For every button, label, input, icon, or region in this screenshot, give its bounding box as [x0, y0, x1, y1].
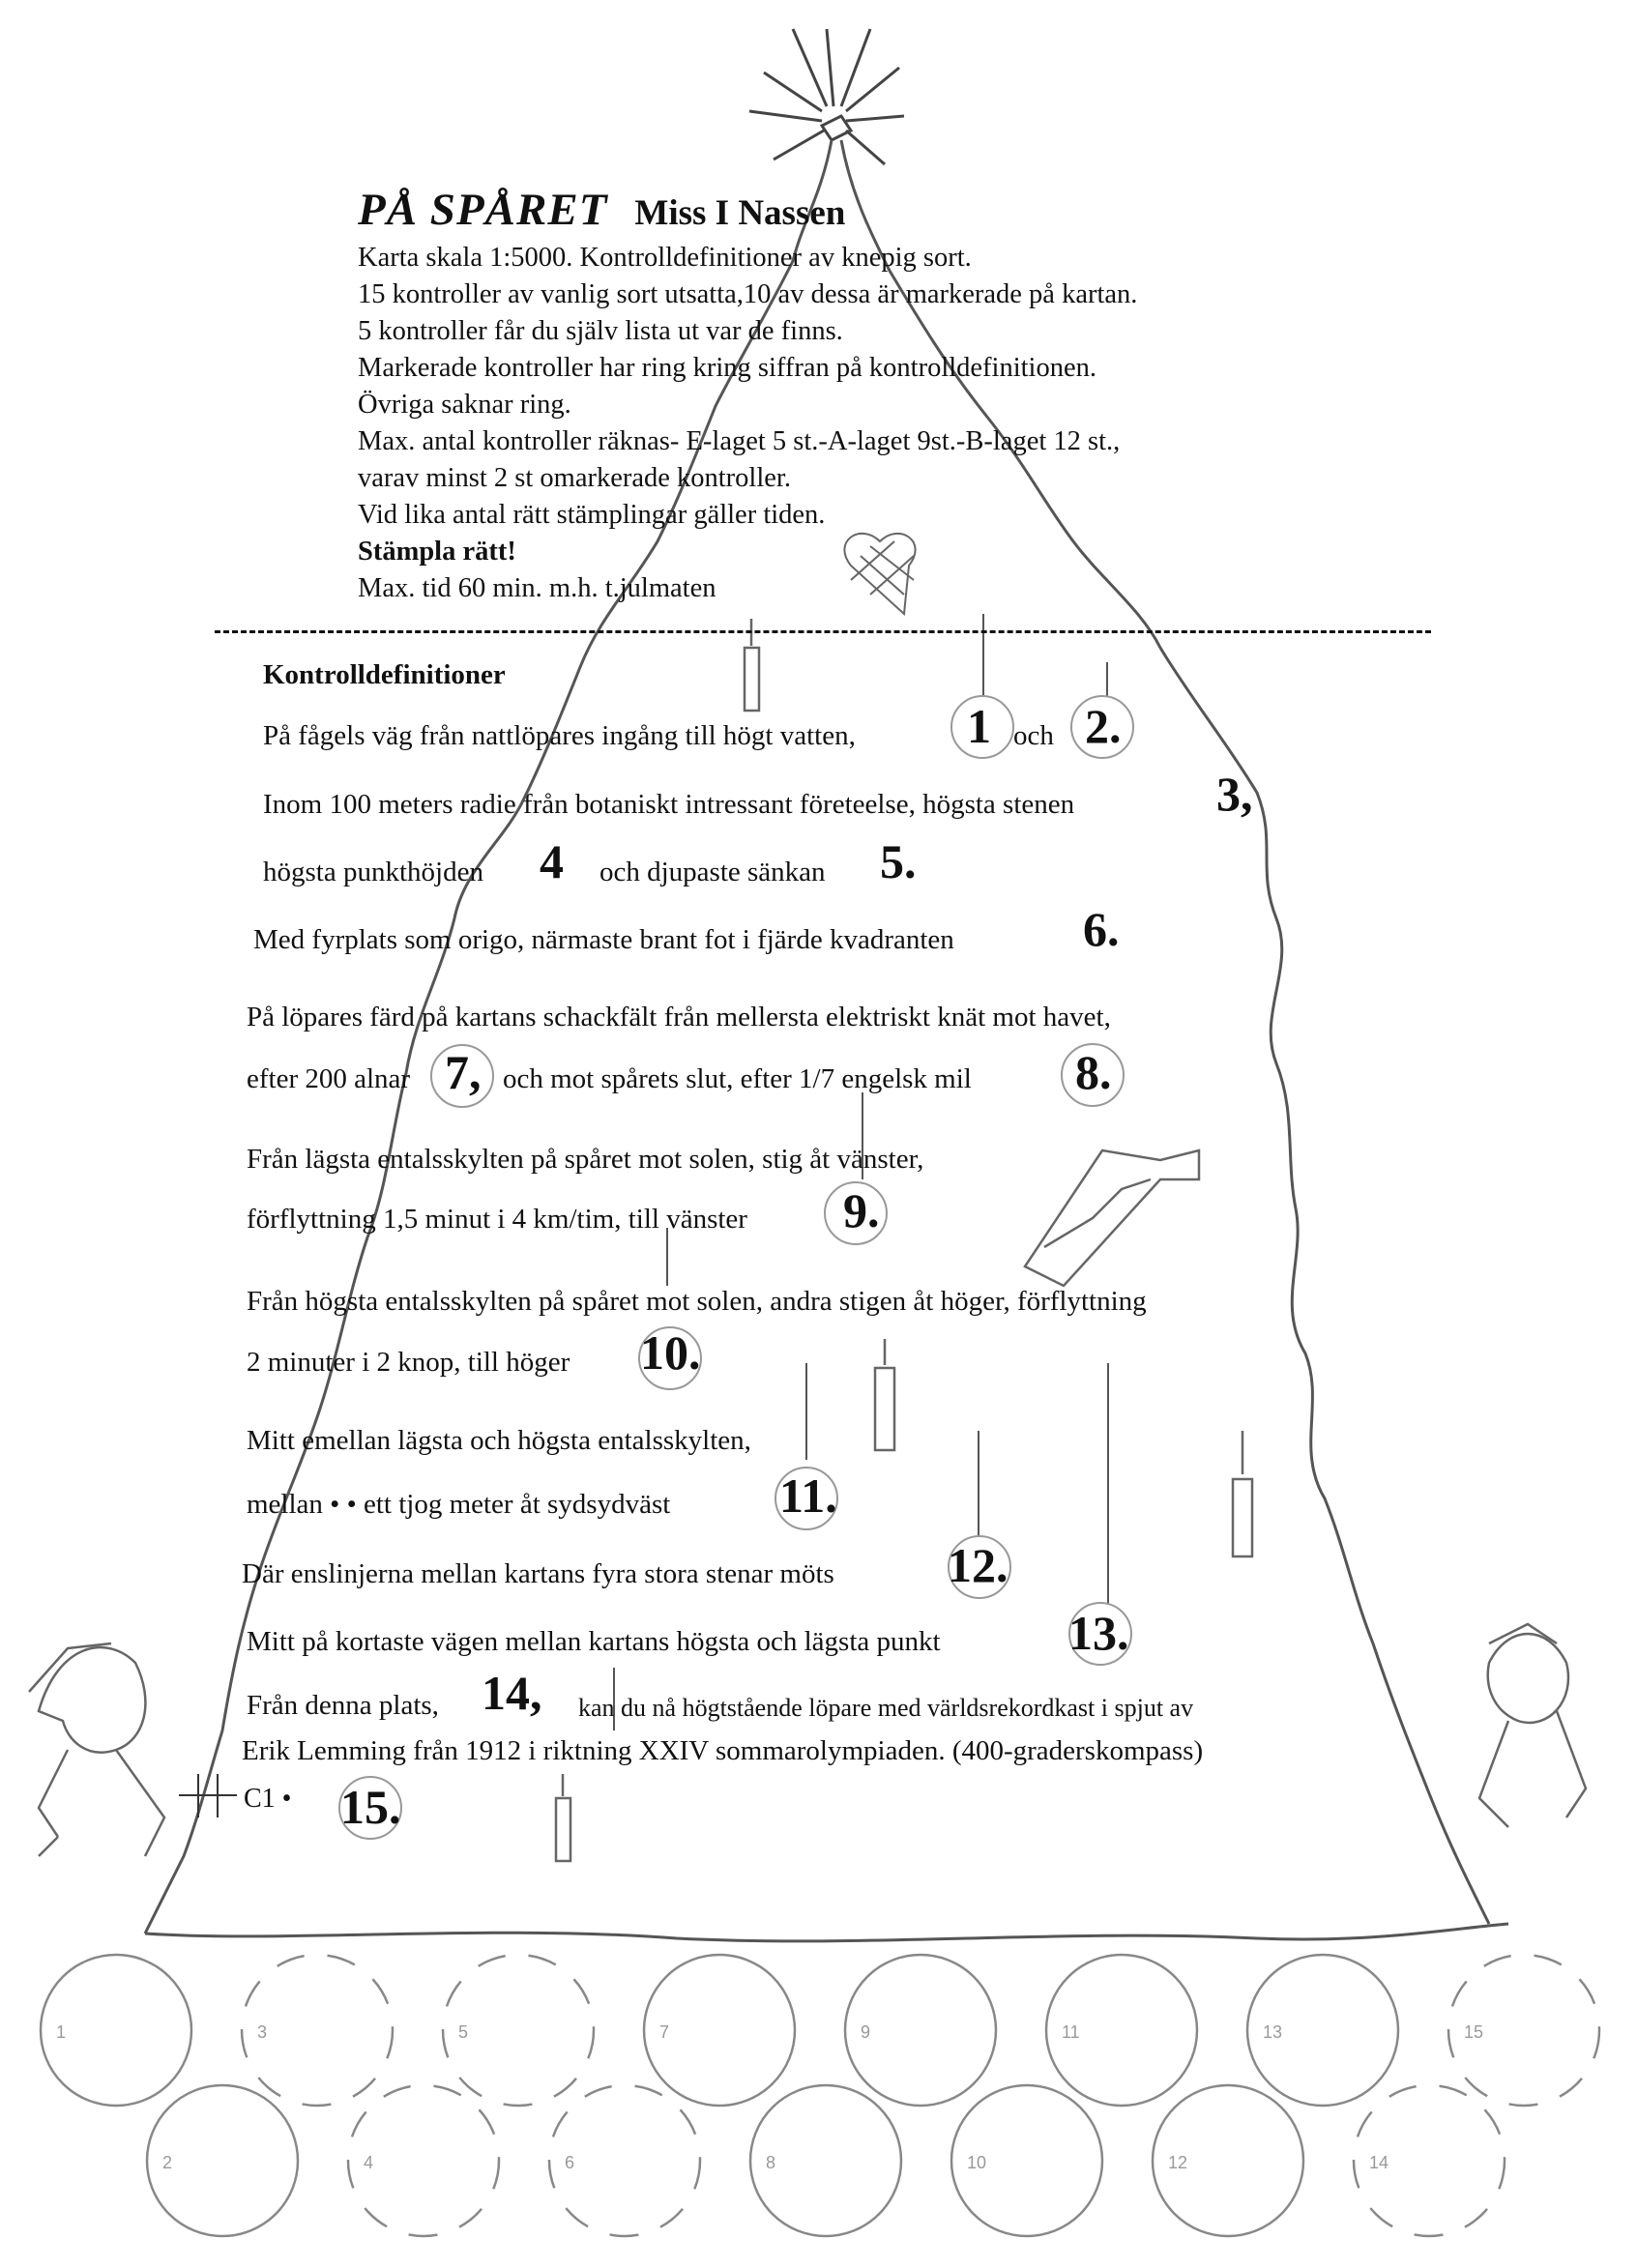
- control-number-14: 14,: [482, 1666, 542, 1720]
- control-number-15: 15.: [340, 1780, 401, 1834]
- stamp-box-label: 12: [1168, 2153, 1188, 2172]
- definition-line: På löpares färd på kartans schackfält från mellersta elektriskt knät mot havet,: [247, 1002, 1111, 1032]
- definition-line: Där enslinjerna mellan kartans fyra stora stenar möts: [242, 1558, 834, 1589]
- star-icon: [749, 29, 904, 164]
- control-number-8: 8.: [1075, 1045, 1112, 1099]
- control-number-2: 2.: [1085, 699, 1122, 753]
- stamp-box-label: 8: [766, 2153, 776, 2172]
- definition-line: Mitt på kortaste vägen mellan kartans högsta och lägsta punkt: [247, 1626, 941, 1657]
- intro-line: Vid lika antal rätt stämplingar gäller tiden.: [358, 500, 826, 530]
- intro-line: 5 kontroller får du själv lista ut var de finns.: [358, 316, 843, 346]
- control-number-1: 1: [967, 699, 991, 753]
- intro-line-emphasis: Stämpla rätt!: [358, 537, 516, 567]
- definition-line: och mot spårets slut, efter 1/7 engelsk mil: [503, 1063, 972, 1094]
- stamp-box-label: 1: [56, 2022, 67, 2042]
- control-number-11: 11.: [779, 1468, 837, 1523]
- definition-line: Med fyrplats som origo, närmaste brant fot i fjärde kvadranten: [253, 924, 954, 955]
- definition-line: C1 •: [244, 1784, 292, 1814]
- definition-line: Inom 100 meters radie från botaniskt intressant företeelse, högsta stenen: [263, 789, 1075, 820]
- definition-line: Från denna plats,: [247, 1690, 439, 1721]
- stamp-box-label: 2: [162, 2153, 173, 2172]
- definition-line: förflyttning 1,5 minut i 4 km/tim, till vänster: [247, 1204, 747, 1235]
- flag-decoration-icon: [1025, 1150, 1199, 1286]
- definition-line: På fågels väg från nattlöpares ingång till högt vatten,: [263, 720, 856, 751]
- stamp-box-label: 6: [565, 2153, 575, 2172]
- stamp-box-label: 11: [1062, 2022, 1080, 2042]
- stamp-box-label: 5: [458, 2022, 469, 2042]
- heart-ornament-icon: [844, 534, 915, 614]
- definition-line: kan du nå högtstående löpare med världsrekordkast i spjut av: [578, 1694, 1194, 1722]
- stamp-box-label: 13: [1263, 2022, 1283, 2042]
- control-number-6: 6.: [1083, 902, 1120, 956]
- stamp-box-label: 9: [861, 2022, 871, 2042]
- stamp-box-label: 15: [1464, 2022, 1484, 2042]
- stamp-boxes: [0, 1895, 1637, 2268]
- control-number-3: 3,: [1216, 767, 1253, 821]
- control-number-12: 12.: [948, 1538, 1009, 1592]
- control-number-9: 9.: [843, 1183, 880, 1237]
- control-number-10: 10.: [640, 1325, 701, 1380]
- definition-line: mellan • • ett tjog meter åt sydsydväst: [247, 1489, 671, 1520]
- stamp-box-label: 4: [364, 2153, 374, 2172]
- control-number-5: 5.: [880, 834, 917, 888]
- intro-line: 15 kontroller av vanlig sort utsatta,10 av dessa är markerade på kartan.: [358, 279, 1138, 309]
- definition-line: Från högsta entalsskylten på spåret mot solen, andra stigen åt höger, förflyttning: [247, 1286, 1147, 1317]
- definition-line: Mitt emellan lägsta och högsta entalsskylten,: [247, 1425, 751, 1456]
- intro-line: Karta skala 1:5000. Kontrolldefinitioner av knepig sort.: [358, 243, 972, 273]
- intro-line: Max. antal kontroller räknas- E-laget 5 st.-A-laget 9st.-B-laget 12 st.,: [358, 426, 1121, 456]
- definition-line: och djupaste sänkan: [599, 857, 826, 887]
- gnome-right-icon: [1479, 1624, 1586, 1827]
- intro-line: Markerade kontroller har ring kring siffran på kontrolldefinitionen.: [358, 353, 1096, 383]
- definition-connector: och: [1013, 720, 1054, 751]
- gnome-left-icon: [29, 1643, 164, 1856]
- control-number-7: 7,: [445, 1045, 482, 1099]
- page-title: PÅ SPÅRET: [358, 185, 608, 235]
- page-subtitle: Miss I Nassen: [634, 193, 846, 233]
- definition-line: Från lägsta entalsskylten på spåret mot solen, stig åt vänster,: [247, 1144, 924, 1175]
- stamp-box-label: 14: [1369, 2153, 1389, 2172]
- intro-line: Max. tid 60 min. m.h. t.julmaten: [358, 573, 716, 603]
- stamp-box-label: 7: [659, 2022, 670, 2042]
- stamp-box-label: 10: [967, 2153, 987, 2172]
- intro-line: varav minst 2 st omarkerade kontroller.: [358, 463, 791, 493]
- dashed-separator: [215, 630, 1431, 633]
- control-number-13: 13.: [1068, 1606, 1129, 1660]
- definition-line: högsta punkthöjden: [263, 857, 483, 887]
- definition-line: 2 minuter i 2 knop, till höger: [247, 1347, 570, 1378]
- control-number-4: 4: [540, 834, 564, 888]
- tree-outline: [145, 140, 1508, 1941]
- definitions-heading: Kontrolldefinitioner: [263, 659, 506, 690]
- definition-line: Erik Lemming från 1912 i riktning XXIV sommarolympiaden. (400-graderskompass): [242, 1735, 1204, 1766]
- intro-line: Övriga saknar ring.: [358, 390, 571, 420]
- stamp-box-label: 3: [257, 2022, 268, 2042]
- page-header: [358, 184, 845, 236]
- definition-line: efter 200 alnar: [247, 1063, 411, 1094]
